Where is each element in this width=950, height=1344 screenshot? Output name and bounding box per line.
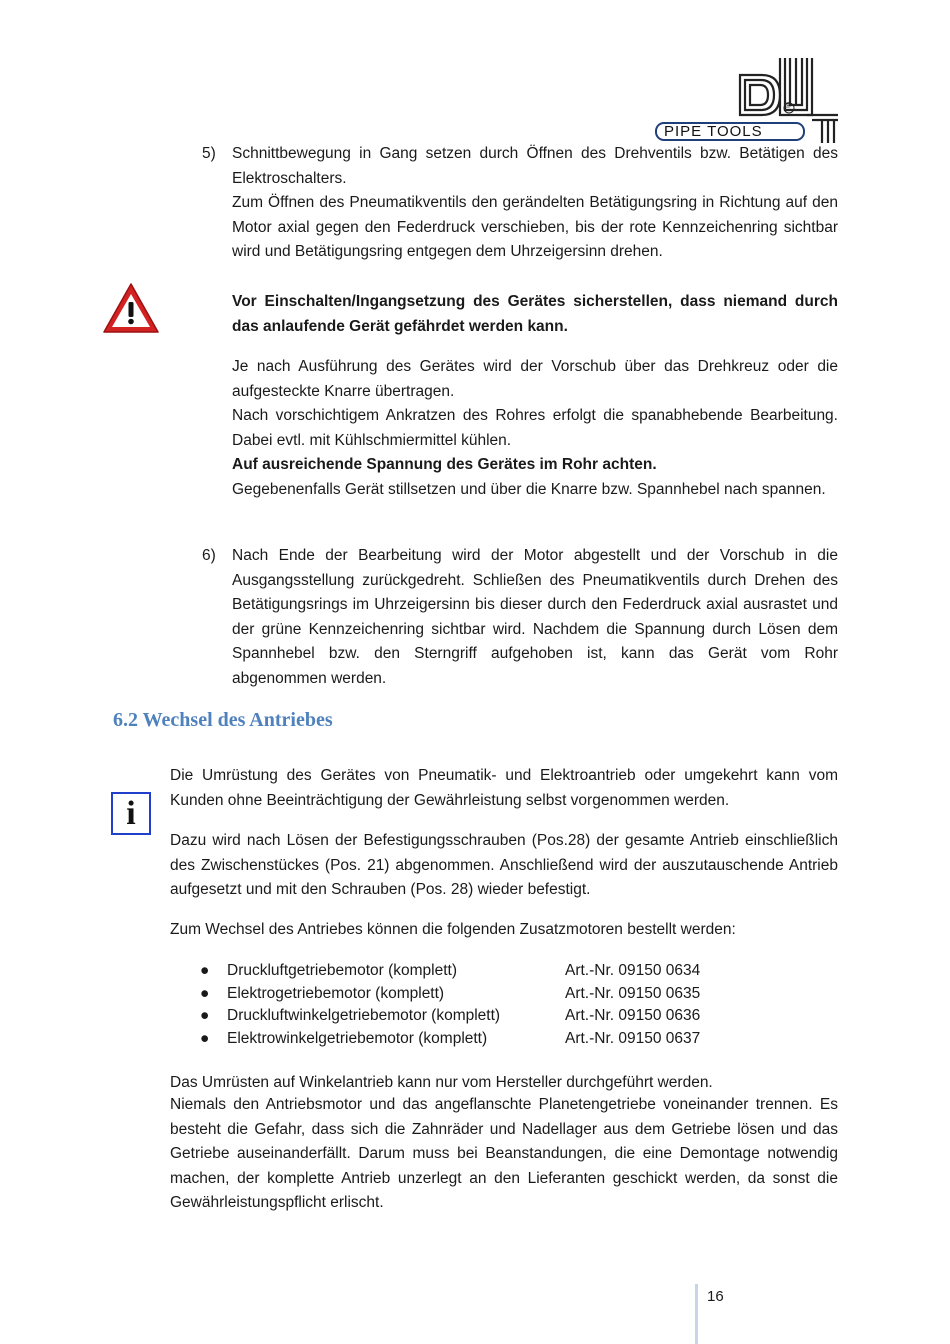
- bullet-icon: ●: [200, 1007, 210, 1024]
- list-item: [170, 983, 838, 1006]
- motor-list: [170, 960, 838, 1050]
- motor-name: Elektrogetriebemotor (komplett): [227, 984, 445, 1002]
- logo-registered-mark: ®: [785, 101, 791, 110]
- section-paragraph-3: Zum Wechsel des Antriebes können die folgenden Zusatzmotoren bestellt werden:: [170, 921, 736, 938]
- motor-art-nr: Art.-Nr. 09150 0634: [565, 962, 701, 979]
- feed-paragraph-2: Nach vorschichtigem Ankratzen des Rohres erfolgt die spanabhebende Bearbeitung. Dabei evtl. mit Kühlschmiermittel kühlen.: [232, 407, 838, 449]
- section-paragraph-4: Das Umrüsten auf Winkelantrieb kann nur vom Hersteller durchgeführt werden.: [170, 1074, 713, 1091]
- company-logo: [652, 55, 842, 147]
- bullet-icon: ●: [200, 1029, 210, 1047]
- info-icon-glyph: i: [126, 795, 136, 832]
- warning-triangle-icon: [101, 281, 161, 335]
- logo-text: PIPE TOOLS: [664, 123, 763, 140]
- section-paragraph-1: Die Umrüstung des Gerätes von Pneumatik- und Elektroantrieb oder umgekehrt kann vom Kunden ohne Beeinträchtigung der Gewährleistung selbst vorgenommen werden.: [170, 767, 838, 809]
- feed-paragraph-4: Gegebenenfalls Gerät stillsetzen und über die Knarre bzw. Spannhebel nach spannen.: [232, 480, 826, 498]
- feed-paragraph-1: Je nach Ausführung des Gerätes wird der Vorschub über das Drehkreuz oder die aufgesteckte Knarre übertragen.: [232, 358, 838, 400]
- motor-art-nr: Art.-Nr. 09150 0636: [565, 1007, 701, 1024]
- info-icon: [111, 792, 151, 835]
- list-item: [170, 1005, 838, 1028]
- section-paragraph-5: Niemals den Antriebsmotor und das angeflanschte Planetengetriebe voneinander trennen. Es besteht die Gefahr, dass sich die Zahnräder und Nadellager aus dem Getriebe lösen und das Getriebe auseinanderfällt. Darum muss bei Beanstandungen, die eine Demontage notwendig machen, der komplette Antrieb unzerlegt an den Lieferanten geschickt werden, da sonst die Gewährleistungspflicht erlischt.: [170, 1096, 838, 1212]
- section-paragraph-2: Dazu wird nach Lösen der Befestigungsschrauben (Pos.28) der gesamte Antrieb einschließlich des Zwischenstückes (Pos. 21) abgenommen. Anschließend wird der auszutauschende Antrieb aufgesetzt und mit den Schrauben (Pos. 28) wieder befestigt.: [170, 832, 838, 899]
- motor-name: Druckluftgetriebemotor (komplett): [227, 962, 457, 979]
- motor-name: Druckluftwinkelgetriebemotor (komplett): [227, 1007, 501, 1024]
- section-heading: 6.2 Wechsel des Antriebes: [113, 709, 333, 731]
- page-number-divider: [695, 1284, 698, 1344]
- step-5-block: [232, 142, 838, 265]
- motor-art-nr: Art.-Nr. 09150 0637: [565, 1029, 701, 1047]
- warning-text: Vor Einschalten/Ingangsetzung des Gerätes sicherstellen, dass niemand durch das anlaufende Gerät gefährdet werden kann.: [232, 293, 838, 335]
- step-6-number: 6): [202, 547, 216, 564]
- list-item: [170, 960, 838, 983]
- step-5-line-1: Schnittbewegung in Gang setzen durch Öffnen des Drehventils bzw. Betätigen des Elektroschalters.: [232, 145, 838, 187]
- step-5-number: 5): [202, 145, 216, 162]
- feed-paragraph-bold: Auf ausreichende Spannung des Gerätes im Rohr achten.: [232, 456, 657, 474]
- page-number: 16: [707, 1288, 724, 1305]
- bullet-icon: ●: [200, 962, 210, 979]
- list-item: [170, 1028, 838, 1051]
- step-5-line-2: Zum Öffnen des Pneumatikventils den gerändelten Betätigungsring in Richtung auf den Motor axial gegen den Federdruck verschieben, bis der rote Kennzeichenring sichtbar wird und Betätigungsring entgegen dem Uhrzeigersinn drehen.: [232, 194, 838, 261]
- feed-block: [232, 355, 838, 503]
- motor-name: Elektrowinkelgetriebemotor (komplett): [227, 1029, 488, 1047]
- bullet-icon: ●: [200, 984, 210, 1002]
- step-6-text: Nach Ende der Bearbeitung wird der Motor abgestellt und der Vorschub in die Ausgangsstellung zurückgedreht. Schließen des Pneumatikventils durch Drehen des Betätigungsrings im Uhrzeigersinn bis dieser durch den Federdruck axial ausrastet und der grüne Kennzeichenring sichtbar wird. Nachdem die Spannung durch Lösen dem Spannhebel bzw. den Sterngriff aufgehoben ist, kann das Gerät vom Rohr abgenommen werden.: [232, 547, 838, 687]
- motor-art-nr: Art.-Nr. 09150 0635: [565, 984, 701, 1002]
